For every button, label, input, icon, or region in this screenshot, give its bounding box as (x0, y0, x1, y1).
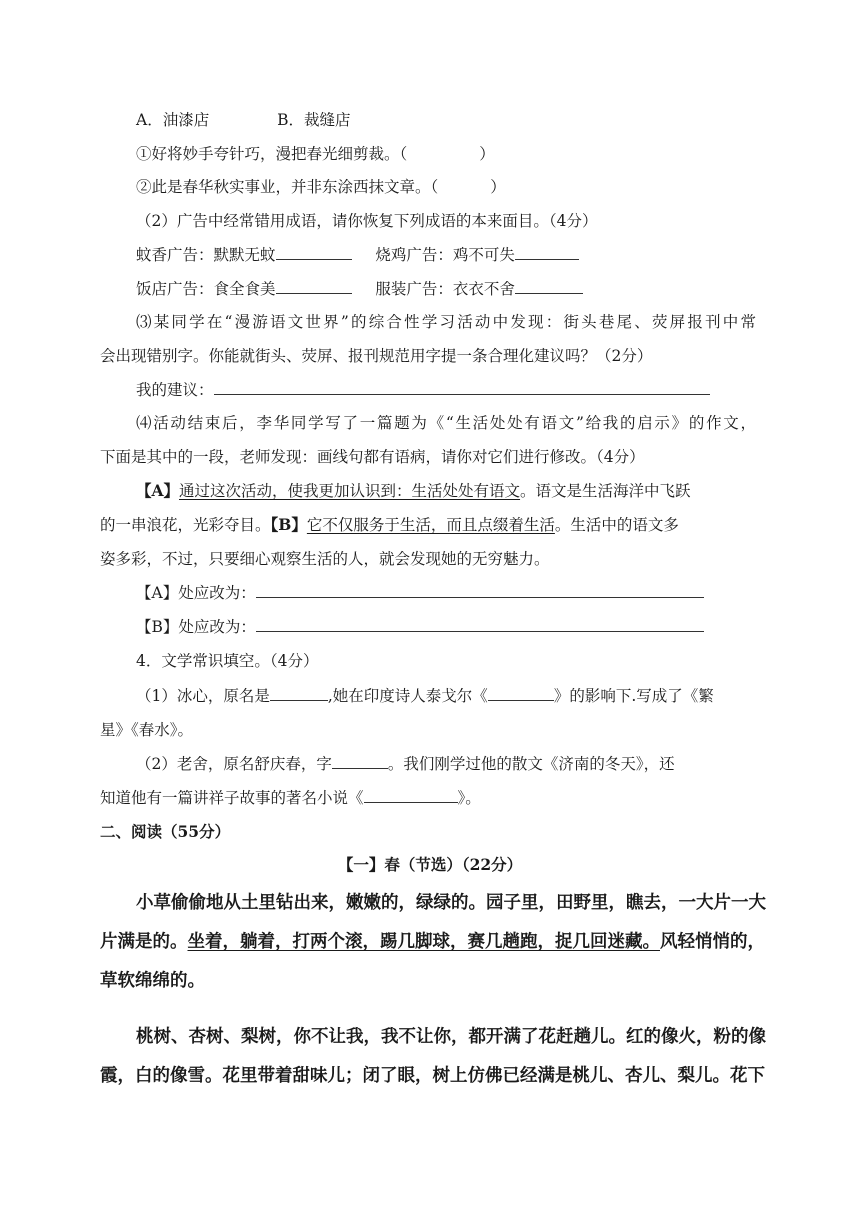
underlined-sentence: 坐着，躺着，打两个滚，踢几脚球，赛几趟跑，捉几回迷藏。 (187, 932, 660, 952)
answer-blank[interactable] (276, 279, 352, 294)
q3-2-stem: （2）广告中经常错用成语，请你恢复下列成语的本来面目。（4分） (136, 212, 598, 230)
tag-a: 【A】 (136, 481, 180, 500)
q3-4-line2: 下面是其中的一段，老师发现：画线句都有语病，请你对它们进行修改。（4分） (100, 448, 645, 466)
para-line-c: 姿多彩，不过，只要细心观察生活的人，就会发现她的无穷魅力。 (100, 550, 550, 568)
q3-4-line1: ⑷活动结束后，李华同学写了一篇题为《“生活处处有语文”给我的启示》的作文， (136, 414, 756, 432)
fix-a-blank[interactable] (256, 583, 704, 598)
q4-1-line1: （1）冰心，原名是 ,她在印度诗人泰戈尔《 》的影响下.写成了《繁 (136, 687, 714, 705)
answer-blank[interactable] (270, 686, 328, 701)
answer-blank[interactable] (515, 245, 579, 260)
answer-blank[interactable] (364, 788, 458, 803)
passage-p1-line1: 小草偷偷地从土里钻出来，嫩嫩的，绿绿的。园子里，田野里，瞧去，一大片一大 (136, 893, 766, 913)
passage-p1-line3: 草软绵绵的。 (100, 971, 205, 991)
suggestion-blank[interactable] (214, 380, 710, 395)
sick-sentence-a: 通过这次活动，使我更加认识到：生活处处有语文 (179, 482, 521, 500)
q3-3-line1: ⑶某同学在“漫游语文世界”的综合性学习活动中发现：街头巷尾、荧屏报刊中常 (136, 313, 756, 331)
passage-p2-line1: 桃树、杏树、梨树，你不让我，我不让你，都开满了花赶趟儿。红的像火，粉的像 (136, 1027, 766, 1047)
ad-row-2: 饭店广告：食全食美 服装广告：衣衣不舍 (136, 279, 583, 299)
couplet-1: ①好将妙手夸针巧，漫把春光细剪裁。（ ） (136, 145, 495, 163)
answer-blank[interactable] (276, 245, 352, 260)
fix-a-row: 【A】处应改为： (136, 583, 704, 603)
option-row (136, 110, 350, 130)
option-b: B．裁缝店 (277, 111, 351, 129)
ad-row-1: 蚊香广告：默默无蚊 烧鸡广告：鸡不可失 (136, 245, 579, 265)
para-line-a: 【A】通过这次活动，使我更加认识到：生活处处有语文。语文是生活海洋中飞跃 (136, 481, 691, 500)
para-line-b: 的一串浪花，光彩夺目。【B】它不仅服务于生活，而且点缀着生活。生活中的语文多 (100, 515, 679, 534)
answer-blank[interactable] (515, 279, 583, 294)
section-heading: 二、阅读（55分） (100, 822, 231, 841)
suggestion-row: 我的建议： (136, 380, 710, 400)
couplet-2: ②此是春华秋实事业，并非东涂西抹文章。（ ） (136, 178, 506, 196)
answer-blank[interactable] (488, 686, 554, 701)
fix-b-row: 【B】处应改为： (136, 617, 704, 637)
option-a: A．油漆店 (136, 111, 210, 129)
passage-title: 【一】春（节选）（22分） (337, 855, 523, 874)
passage-p2-line2: 霞，白的像雪。花里带着甜味儿；闭了眼，树上仿佛已经满是桃儿、杏儿、梨儿。花下 (100, 1066, 765, 1086)
q4-2-line2: 知道他有一篇讲祥子故事的著名小说《 》。 (100, 789, 481, 807)
fix-b-blank[interactable] (256, 617, 704, 632)
q4-1-line2: 星》《春水》。 (100, 721, 194, 739)
passage-p1-line2: 片满是的。坐着，躺着，打两个滚，踢几脚球，赛几趟跑，捉几回迷藏。风轻悄悄的， (100, 932, 765, 952)
answer-blank[interactable] (332, 754, 388, 769)
q4-title: 4．文学常识填空。（4分） (136, 652, 319, 670)
q3-3-line2: 会出现错别字。你能就街头、荧屏、报刊规范用字提一条合理化建议吗？（2分） (100, 347, 653, 365)
q4-2-line1: （2）老舍，原名舒庆春，字 。我们刚学过他的散文《济南的冬天》，还 (136, 755, 675, 773)
tag-b: 【B】 (270, 515, 307, 534)
sick-sentence-b: 它不仅服务于生活，而且点缀着生活 (306, 516, 555, 534)
